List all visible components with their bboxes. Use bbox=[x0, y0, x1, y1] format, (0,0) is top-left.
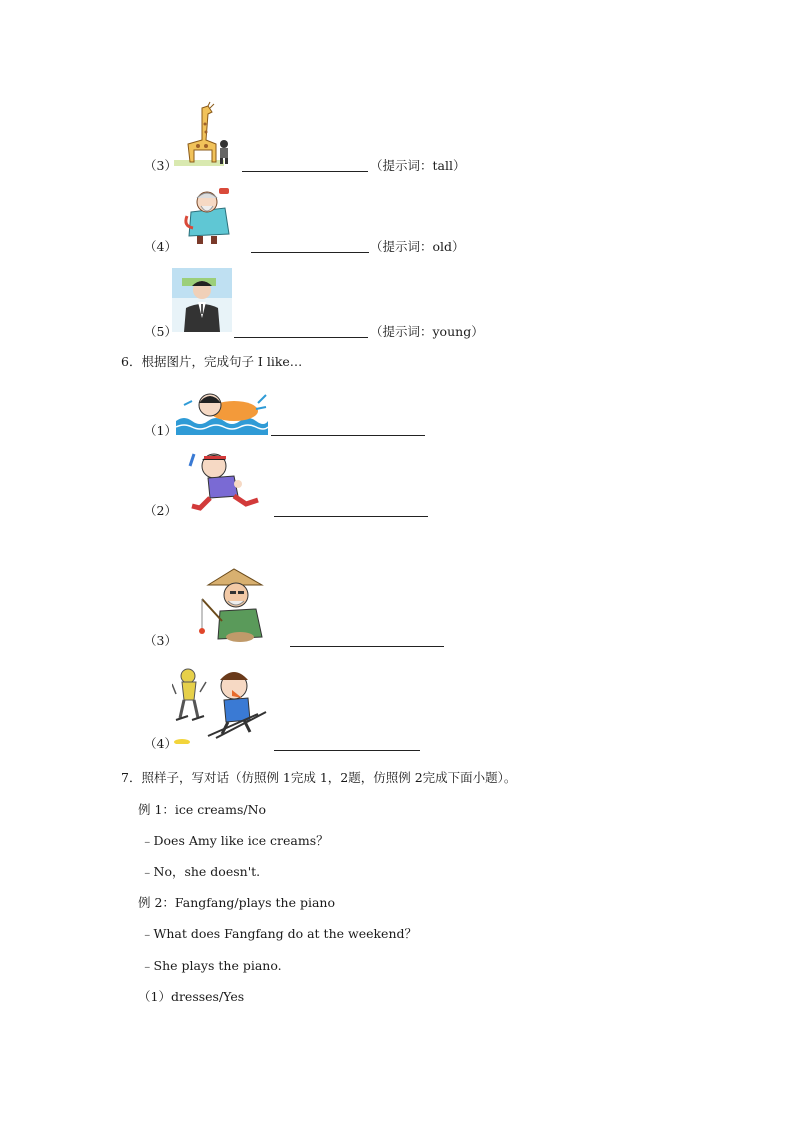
hint-text: （提示词：young） bbox=[370, 324, 484, 339]
answer-blank[interactable] bbox=[234, 337, 368, 338]
example2-answer: ﹣She plays the piano. bbox=[141, 958, 282, 973]
example2-question: ﹣What does Fangfang do at the weekend？ bbox=[141, 926, 418, 941]
item-number: （3） bbox=[144, 158, 177, 173]
swimming-icon bbox=[176, 383, 268, 435]
section7-title: 7．照样子，写对话（仿照例 1完成 1，2题，仿照例 2完成下面小题）。 bbox=[121, 770, 517, 785]
answer-blank[interactable] bbox=[274, 516, 428, 517]
answer-blank[interactable] bbox=[242, 171, 368, 172]
skiing-icon bbox=[172, 664, 270, 744]
fishing-icon bbox=[198, 565, 270, 645]
item-number: （1） bbox=[144, 423, 177, 438]
example1-answer: ﹣No，she doesn't. bbox=[141, 864, 261, 879]
item-number: （4） bbox=[144, 239, 177, 254]
hint-text: （提示词：old） bbox=[370, 239, 465, 254]
running-icon bbox=[180, 446, 270, 514]
answer-blank[interactable] bbox=[290, 646, 444, 647]
section6-title: 6．根据图片，完成句子 I like… bbox=[121, 354, 303, 369]
answer-blank[interactable] bbox=[271, 435, 425, 436]
item-number: （2） bbox=[144, 503, 177, 518]
question-1-prompt: （1）dresses/Yes bbox=[138, 989, 245, 1004]
example2-label: 例 2：Fangfang/plays the piano bbox=[138, 895, 335, 910]
answer-blank[interactable] bbox=[251, 252, 369, 253]
young-man-icon bbox=[172, 268, 232, 332]
item-number: （5） bbox=[144, 324, 177, 339]
item-number: （3） bbox=[144, 633, 177, 648]
example1-label: 例 1：ice creams/No bbox=[138, 802, 267, 817]
hint-text: （提示词：tall） bbox=[370, 158, 466, 173]
giraffe-icon bbox=[172, 100, 238, 168]
item-number: （4） bbox=[144, 736, 177, 751]
example1-question: ﹣Does Amy like ice creams？ bbox=[141, 833, 329, 848]
answer-blank[interactable] bbox=[274, 750, 420, 751]
old-man-icon bbox=[181, 186, 235, 246]
